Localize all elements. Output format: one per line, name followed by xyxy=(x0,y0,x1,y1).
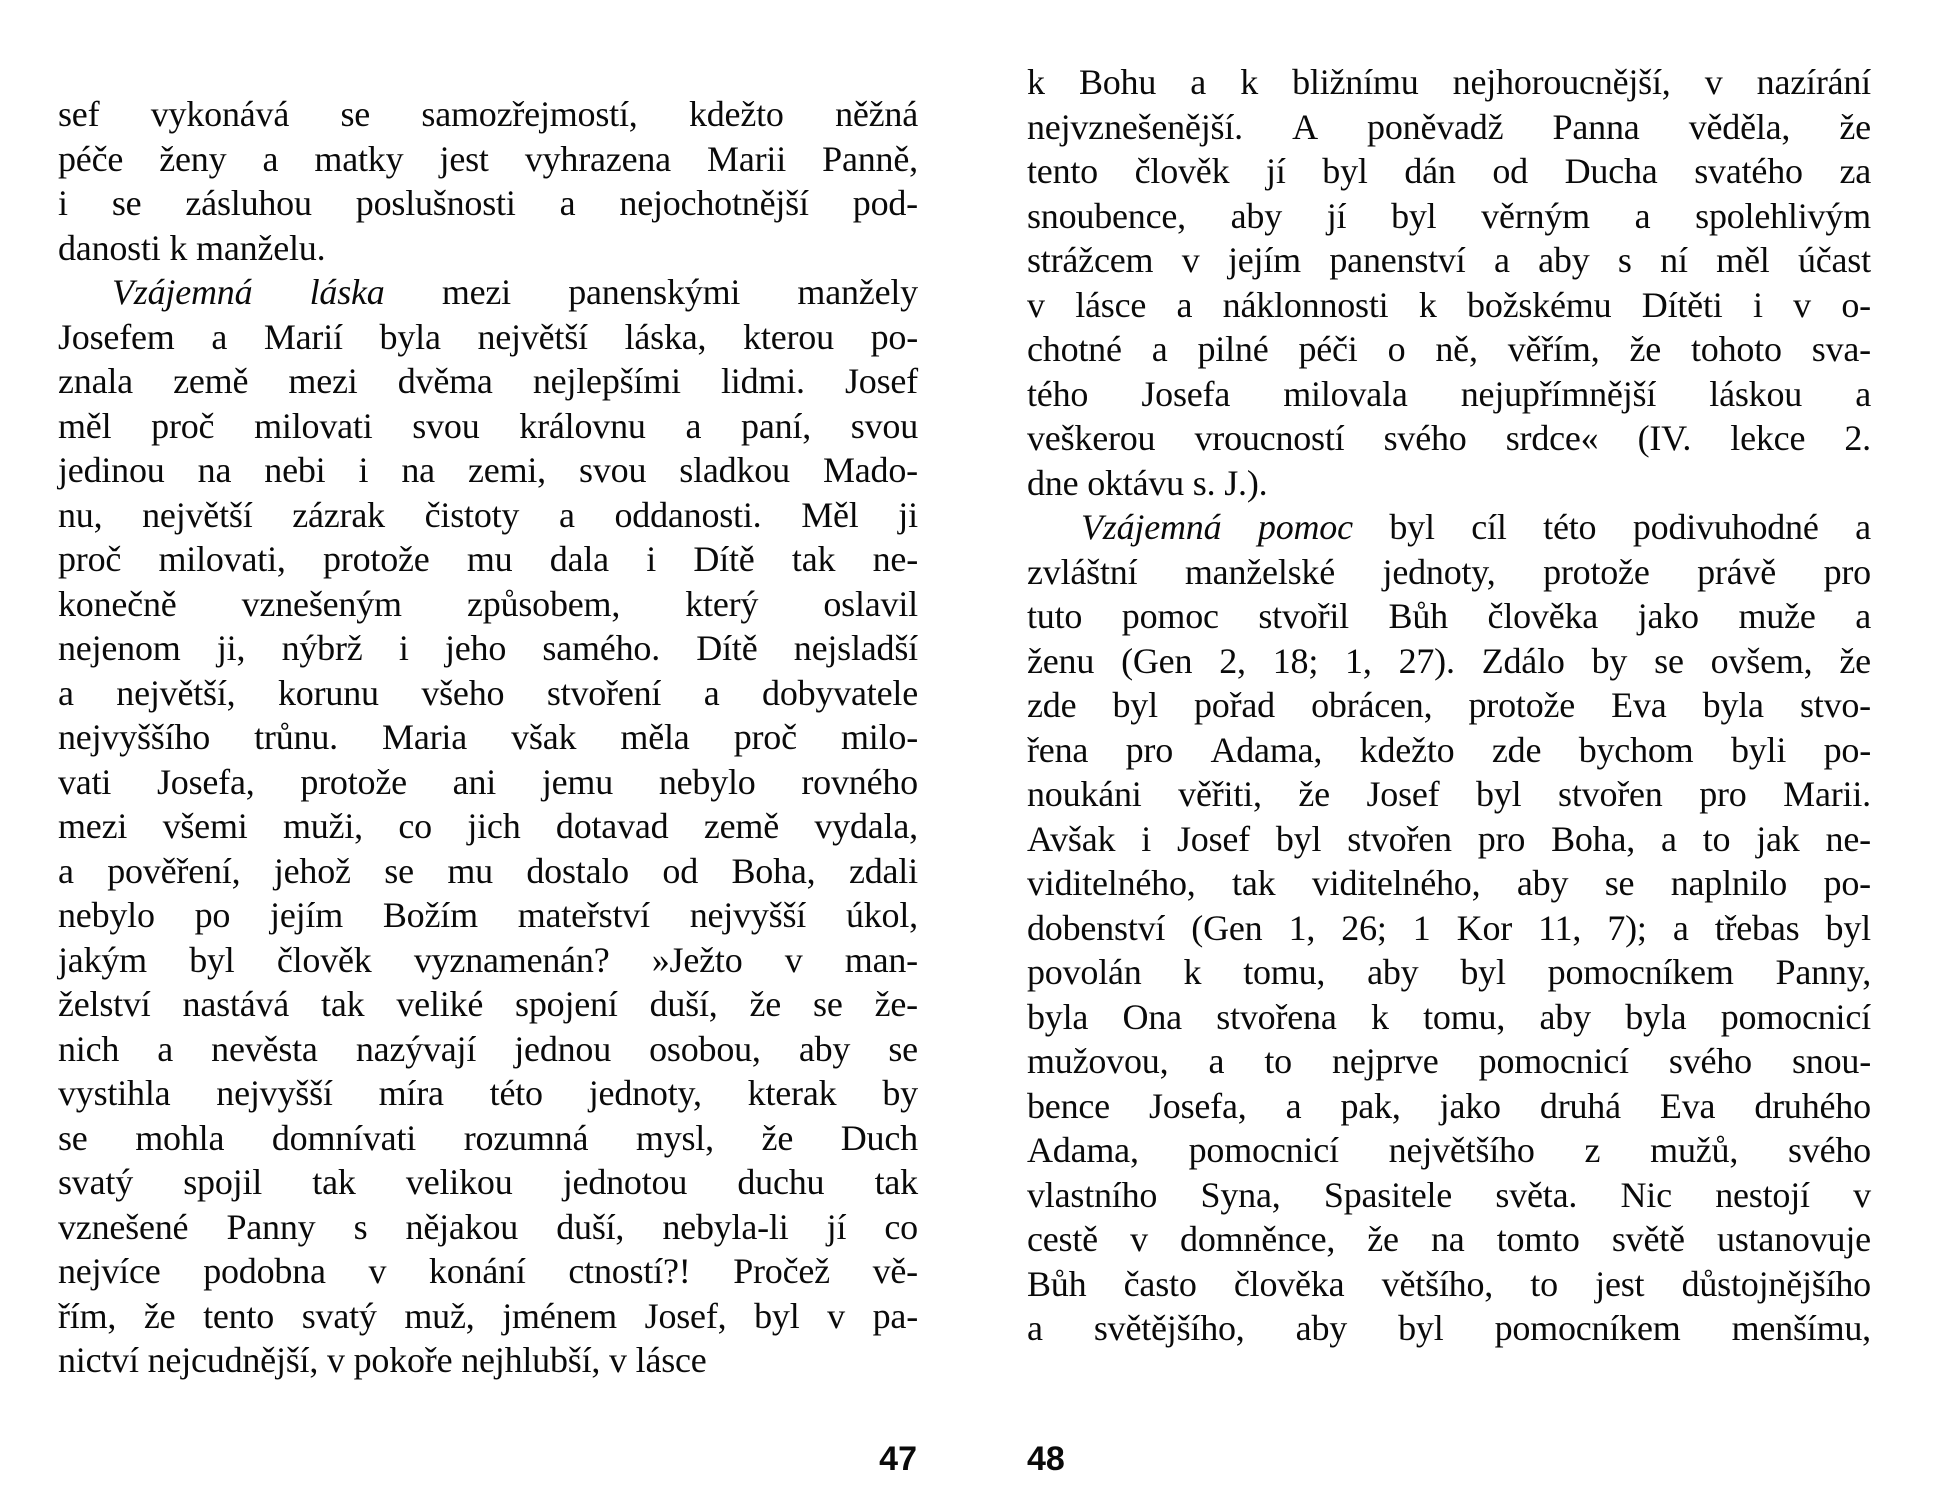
text-line: tého Josefa milovala nejupřímnější láskou a xyxy=(1027,373,1871,414)
text-line: tento člověk jí byl dán od Ducha svatého za xyxy=(1027,151,1871,191)
text-line: noukáni věřiti, že Josef byl stvořen pro Marii. xyxy=(1027,774,1871,814)
text-line: nich a nevěsta nazývají jednou osobou, aby se xyxy=(58,1028,918,1069)
text-line: jedinou na nebi i na zemi, svou sladkou Mado- xyxy=(58,450,918,490)
text-line: jakým byl člověk vyznamenán? »Ježto v man- xyxy=(58,939,918,980)
page-number-right: 48 xyxy=(1027,1440,1065,1478)
page-number-left: 47 xyxy=(879,1440,917,1478)
text-line: péče ženy a matky jest vyhrazena Marii Panně, xyxy=(58,138,918,179)
text-line: nejvyššího trůnu. Maria však měla proč milo- xyxy=(58,717,918,757)
text-line: zde byl pořad obrácen, protože Eva byla stvo- xyxy=(1027,685,1871,725)
text-line: mezi všemi muži, co jich dotavad země vydala, xyxy=(58,806,918,846)
text-line: byla Ona stvořena k tomu, aby byla pomocnicí xyxy=(1027,996,1871,1037)
text-line: snoubence, aby jí byl věrným a spolehlivým xyxy=(1027,195,1871,236)
text-line: vznešené Panny s nějakou duší, nebyla-li jí co xyxy=(58,1206,918,1247)
text-line: měl proč milovati svou královnu a paní, svou xyxy=(58,405,918,446)
text-line: konečně vznešeným způsobem, který oslavil xyxy=(58,583,918,624)
text-line: chotné a pilné péči o ně, věřím, že tohoto sva- xyxy=(1027,329,1871,369)
text-line: zvláštní manželské jednoty, protože právě pro xyxy=(1027,551,1871,592)
text-line: se mohla domnívati rozumná mysl, že Duch xyxy=(58,1117,918,1158)
text-line: nebylo po jejím Božím mateřství nejvyšší úkol, xyxy=(58,895,918,935)
text-line: Vzájemná láska mezi panenskými manžely xyxy=(112,272,918,312)
text-line: dne oktávu s. J.). xyxy=(1027,462,1268,503)
text-line: proč milovati, protože mu dala i Dítě tak ne- xyxy=(58,539,918,579)
right-page-text xyxy=(1027,60,1871,1351)
text-line: viditelného, tak viditelného, aby se naplnilo po- xyxy=(1027,863,1871,903)
text-line: dobenství (Gen 1, 26; 1 Kor 11, 7); a třebas byl xyxy=(1027,907,1871,948)
text-line: nu, největší zázrak čistoty a oddanosti. Měl ji xyxy=(58,494,918,535)
text-line: Avšak i Josef byl stvořen pro Boha, a to jak ne- xyxy=(1027,818,1871,859)
text-line: vlastního Syna, Spasitele světa. Nic nestojí v xyxy=(1027,1174,1871,1215)
text-line: nejvznešenější. A poněvadž Panna věděla, že xyxy=(1027,106,1871,147)
text-line: i se zásluhou poslušnosti a nejochotnější pod- xyxy=(58,183,918,223)
text-line: vystihla nejvyšší míra této jednoty, kterak by xyxy=(58,1073,918,1113)
left-page-text xyxy=(58,92,918,1383)
text-line: veškerou vroucností svého srdce« (IV. lekce 2. xyxy=(1027,418,1871,458)
text-line: řím, že tento svatý muž, jménem Josef, byl v pa- xyxy=(58,1295,918,1336)
text-line: a pověření, jehož se mu dostalo od Boha, zdali xyxy=(58,850,918,891)
text-line: povolán k tomu, aby byl pomocníkem Panny, xyxy=(1027,952,1871,992)
text-line: Josefem a Marií byla největší láska, kterou po- xyxy=(58,316,918,357)
text-line: tuto pomoc stvořil Bůh člověka jako muže a xyxy=(1027,596,1871,636)
text-line: cestě v domněnce, že na tomto světě ustanovuje xyxy=(1027,1219,1871,1259)
text-line: nejvíce podobna v konání ctností?! Pročež vě- xyxy=(58,1251,918,1291)
text-line: svatý spojil tak velikou jednotou duchu tak xyxy=(58,1162,918,1202)
text-line: sef vykonává se samozřejmostí, kdežto něžná xyxy=(58,94,918,134)
text-line: Vzájemná pomoc byl cíl této podivuhodné a xyxy=(1081,507,1871,547)
text-line: vati Josefa, protože ani jemu nebylo rovného xyxy=(58,761,918,802)
text-line: ženu (Gen 2, 18; 1, 27). Zdálo by se ovšem, že xyxy=(1027,640,1871,681)
text-line: a největší, korunu všeho stvoření a dobyvatele xyxy=(58,672,918,713)
text-line: znala země mezi dvěma nejlepšími lidmi. Josef xyxy=(58,361,918,401)
text-line: řena pro Adama, kdežto zde bychom byli po- xyxy=(1027,729,1871,770)
text-line: nejenom ji, nýbrž i jeho samého. Dítě nejsladší xyxy=(58,628,918,668)
text-line: Bůh často člověka většího, to jest důstojnějšího xyxy=(1027,1263,1871,1304)
right-page xyxy=(969,0,1938,1500)
text-line: k Bohu a k bližnímu nejhoroucnější, v nazírání xyxy=(1027,62,1871,102)
text-line: strážcem v jejím panenství a aby s ní měl účast xyxy=(1027,240,1871,280)
text-line: v lásce a náklonnosti k božskému Dítěti i v o- xyxy=(1027,284,1871,325)
text-line: nictví nejcudnější, v pokoře nejhlubší, v lásce xyxy=(58,1340,707,1380)
text-line: a světějšího, aby byl pomocníkem menšímu, xyxy=(1027,1308,1871,1348)
text-line: Adama, pomocnicí největšího z mužů, svého xyxy=(1027,1130,1871,1170)
text-line: mužovou, a to nejprve pomocnicí svého snou- xyxy=(1027,1041,1871,1081)
text-line: bence Josefa, a pak, jako druhá Eva druhého xyxy=(1027,1085,1871,1126)
text-line: želství nastává tak veliké spojení duší, že se že- xyxy=(58,984,918,1024)
text-line: danosti k manželu. xyxy=(58,227,326,268)
